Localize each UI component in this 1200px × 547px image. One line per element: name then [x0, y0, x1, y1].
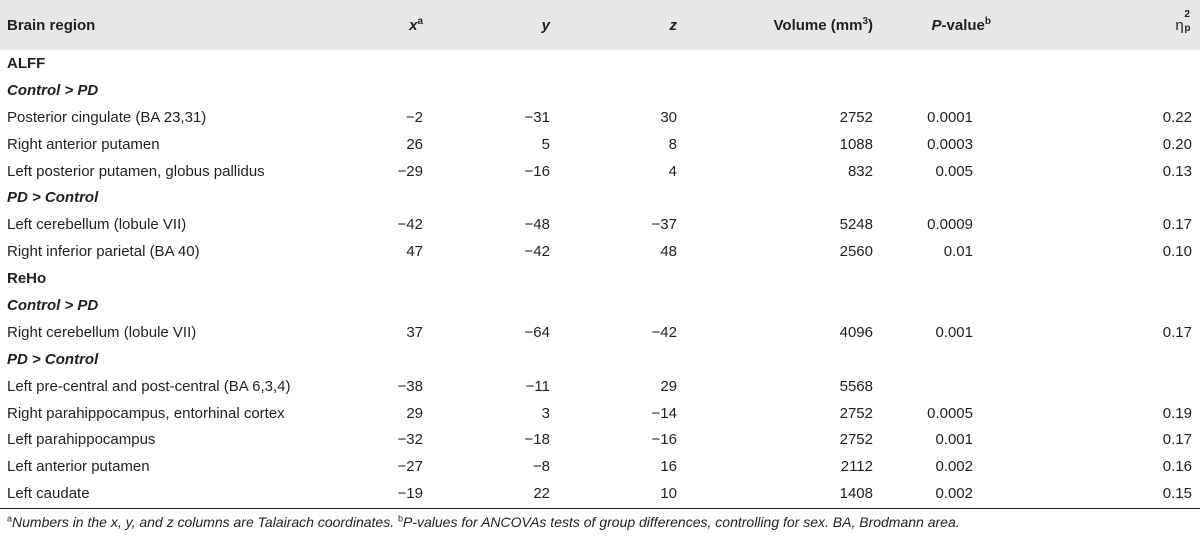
section-label: ReHo [7, 270, 47, 288]
cell-volume: 832 [847, 162, 873, 180]
cell-z: −37 [651, 216, 677, 234]
cell-x: 47 [406, 243, 423, 261]
cell-z: −14 [651, 404, 677, 422]
cell-x: 26 [406, 135, 423, 153]
cell-z: 16 [660, 458, 677, 476]
eta-letter: η [1175, 16, 1184, 34]
cell-brain-region: Right cerebellum (lobule VII) [7, 323, 197, 341]
cell-z: 10 [660, 485, 677, 503]
cell-brain-region: Left cerebellum (lobule VII) [7, 216, 187, 234]
cell-z: 48 [660, 243, 677, 261]
volume-label-close: ) [868, 16, 873, 34]
footnote-a-mark: a [7, 513, 13, 524]
col-header-eta [1071, 0, 1200, 50]
cell-volume: 2752 [839, 404, 873, 422]
section-row [0, 265, 1200, 292]
subsection-row [0, 346, 1200, 373]
footnote-a-text: Numbers in the x, y, and z columns are Talairach coordinates. [12, 514, 398, 530]
table-row [0, 480, 1200, 507]
cell-z: −16 [651, 431, 677, 449]
cell-z: 8 [668, 135, 677, 153]
pvalue-label: -value [941, 16, 985, 34]
cell-z: 30 [660, 108, 677, 126]
cell-z: −42 [651, 323, 677, 341]
subsection-row [0, 184, 1200, 211]
cell-pvalue: 0.0005 [927, 404, 973, 422]
cell-y: −48 [524, 216, 550, 234]
cell-pvalue: 0.01 [943, 243, 973, 261]
cell-eta: 0.17 [1162, 216, 1192, 234]
cell-eta: 0.17 [1162, 323, 1192, 341]
cell-volume: 1088 [839, 135, 873, 153]
footnote-b-mark: b [397, 513, 403, 524]
cell-x: −38 [397, 377, 423, 395]
cell-volume: 2752 [839, 108, 873, 126]
cell-pvalue: 0.001 [935, 323, 973, 341]
cell-eta: 0.17 [1162, 431, 1192, 449]
eta-superscript: 2 [1184, 8, 1190, 20]
cell-y: 3 [541, 404, 550, 422]
cell-volume: 2112 [840, 458, 873, 476]
cell-eta: 0.16 [1162, 458, 1192, 476]
cell-y: −18 [524, 431, 550, 449]
cell-pvalue: 0.002 [935, 485, 973, 503]
cell-pvalue: 0.0001 [927, 108, 973, 126]
cell-volume: 5568 [839, 377, 873, 395]
cell-x: −27 [397, 458, 423, 476]
table-row [0, 373, 1200, 400]
cell-z: 4 [668, 162, 677, 180]
subsection-label: PD > Control [7, 350, 99, 368]
footnote-b-text: P-values for ANCOVAs tests of group differences, controlling for sex. BA, Brodmann area. [403, 514, 960, 530]
cell-eta: 0.22 [1162, 108, 1192, 126]
col-header-x [355, 0, 441, 50]
table-row [0, 158, 1200, 185]
x-label: x [409, 16, 418, 34]
table-row [0, 238, 1200, 265]
pvalue-footnote-mark: b [984, 15, 991, 27]
cell-pvalue: 0.002 [935, 458, 973, 476]
col-header-volume [695, 0, 911, 50]
cell-brain-region: Left parahippocampus [7, 431, 156, 449]
cell-pvalue: 0.0009 [927, 216, 973, 234]
table-row [0, 426, 1200, 453]
subsection-label: Control > PD [7, 296, 99, 314]
cell-y: 22 [533, 485, 550, 503]
section-label: ALFF [7, 54, 46, 72]
cell-y: −8 [532, 458, 550, 476]
cell-eta: 0.15 [1162, 485, 1192, 503]
volume-label: Volume (mm [773, 16, 863, 34]
cell-volume: 2752 [839, 431, 873, 449]
z-label: z [669, 16, 677, 34]
cell-y: −42 [524, 243, 550, 261]
table-row [0, 104, 1200, 131]
col-header-pvalue [911, 0, 1071, 50]
col-header-y [441, 0, 568, 50]
cell-brain-region: Left anterior putamen [7, 458, 150, 476]
cell-pvalue: 0.0003 [927, 135, 973, 153]
table-body [0, 50, 1200, 507]
cell-eta: 0.13 [1162, 162, 1192, 180]
cell-brain-region: Left pre-central and post-central (BA 6,3,4) [7, 377, 291, 395]
col-header-brain-region: Brain region [7, 16, 96, 34]
cell-y: 5 [541, 135, 550, 153]
cell-pvalue [911, 373, 1071, 400]
table-row [0, 131, 1200, 158]
subsection-label: Control > PD [7, 81, 99, 99]
cell-brain-region: Right anterior putamen [7, 135, 160, 153]
y-label: y [541, 16, 550, 34]
cell-x: 29 [406, 404, 423, 422]
cell-x: 37 [406, 323, 423, 341]
section-row [0, 50, 1200, 77]
eta-symbol [1175, 8, 1191, 34]
subsection-row [0, 77, 1200, 104]
cell-z: 29 [660, 377, 677, 395]
cell-pvalue: 0.001 [935, 431, 973, 449]
cell-eta: 0.10 [1162, 243, 1192, 261]
cell-x: −2 [405, 108, 423, 126]
volume-exponent: 3 [862, 15, 868, 27]
cell-eta: 0.20 [1162, 135, 1192, 153]
table-row [0, 211, 1200, 238]
cell-brain-region: Left posterior putamen, globus pallidus [7, 162, 265, 180]
header-row [0, 0, 1200, 50]
table-header [0, 0, 1200, 50]
cell-y: −64 [524, 323, 550, 341]
cell-brain-region: Left caudate [7, 485, 90, 503]
cell-volume: 1408 [839, 485, 873, 503]
table-row [0, 319, 1200, 346]
cell-brain-region: Right parahippocampus, entorhinal cortex [7, 404, 285, 422]
cell-y: −11 [525, 377, 550, 395]
cell-eta [1071, 373, 1200, 400]
cell-x: −29 [397, 162, 423, 180]
x-footnote-mark: a [417, 15, 423, 27]
cell-pvalue: 0.005 [935, 162, 973, 180]
cell-x: −32 [397, 431, 423, 449]
table-row [0, 453, 1200, 480]
cell-eta: 0.19 [1162, 404, 1192, 422]
cell-volume: 4096 [839, 323, 873, 341]
eta-subscript: p [1184, 22, 1191, 34]
cell-x: −19 [397, 485, 423, 503]
subsection-label: PD > Control [7, 189, 99, 207]
table-row [0, 400, 1200, 427]
pvalue-p: P [931, 16, 942, 34]
col-header-z [568, 0, 695, 50]
table-footnote [7, 514, 1197, 530]
cell-x: −42 [397, 216, 423, 234]
cell-volume: 2560 [839, 243, 873, 261]
cell-brain-region: Right inferior parietal (BA 40) [7, 243, 200, 261]
cell-brain-region: Posterior cingulate (BA 23,31) [7, 108, 207, 126]
cell-y: −16 [524, 162, 550, 180]
footnote-divider [0, 508, 1200, 509]
cell-volume: 5248 [839, 216, 873, 234]
subsection-row [0, 292, 1200, 319]
cell-y: −31 [524, 108, 550, 126]
